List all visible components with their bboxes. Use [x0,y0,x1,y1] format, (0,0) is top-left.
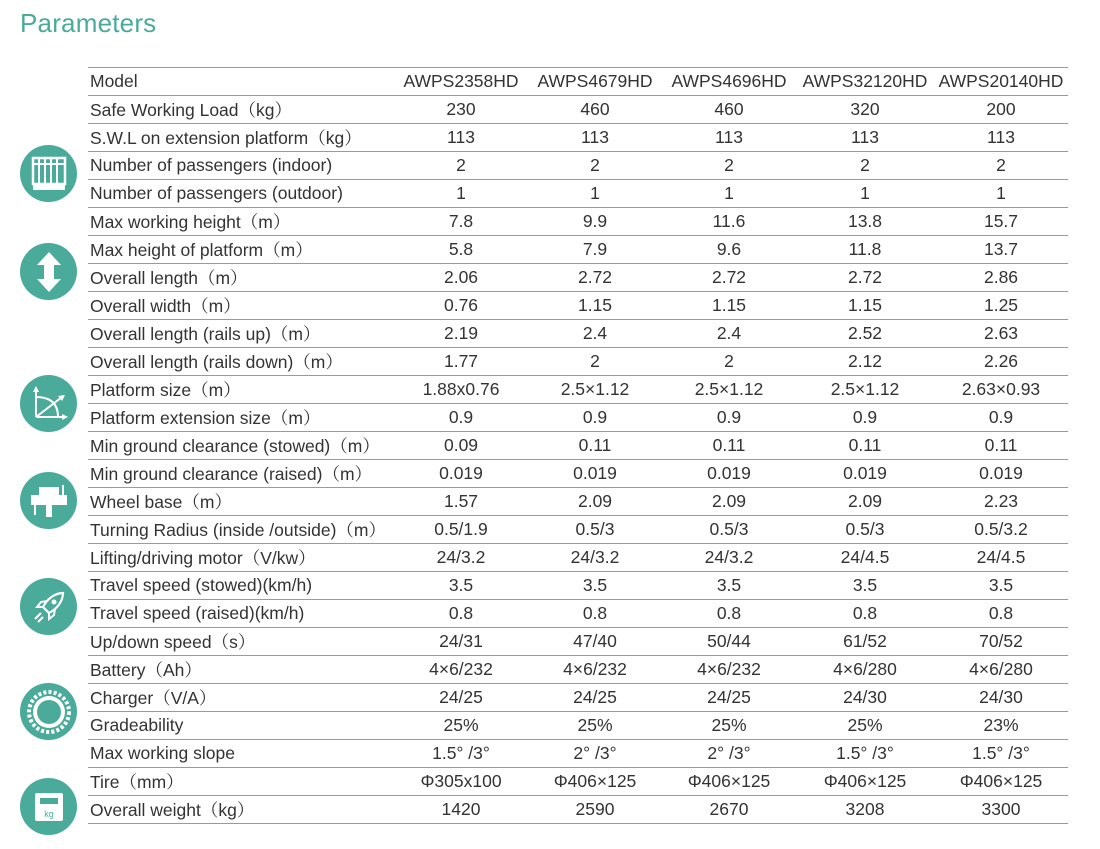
row-label: Wheel base（m） [90,492,232,512]
row-label: Lifting/driving motor（V/kw） [90,548,316,568]
row-value: 1.5° /3° [972,743,1030,763]
row-value: Φ406×125 [823,771,907,791]
clearance-icon [20,472,77,529]
weight-kg-icon [20,778,77,835]
row-value: 0.019 [707,463,751,483]
row-value: 4×6/280 [833,659,897,679]
row-value: 2.5×1.12 [560,379,630,399]
row-value: 113 [715,127,743,147]
row-value: 0.019 [439,463,483,483]
row-value: 0.019 [843,463,887,483]
table-row [88,264,1068,292]
table-row [88,796,1068,824]
row-label: Overall weight（kg） [90,800,255,820]
row-value: 1.15 [711,295,747,315]
row-value: 2.86 [983,267,1019,287]
row-value: 2 [724,155,734,175]
row-value: 1 [996,183,1006,203]
row-value: 25% [711,715,747,735]
row-value: 25% [577,715,613,735]
row-value: 0.5/3 [709,519,749,539]
row-value: 0.5/3 [575,519,615,539]
row-label: Battery（Ah） [90,660,202,680]
row-value: 15.7 [983,211,1019,231]
row-value: 11.8 [848,239,882,259]
table-row [88,600,1068,628]
row-value: 0.8 [582,603,608,623]
table-row [88,124,1068,152]
table-row [88,656,1068,684]
row-value: 50/44 [707,631,751,651]
row-value: 24/4.5 [976,547,1026,567]
row-value: 320 [850,99,880,119]
row-value: 113 [581,127,609,147]
row-value: 3208 [845,799,885,819]
row-label: Overall length (rails up)（m） [90,324,321,344]
row-value: 2.23 [983,491,1019,511]
row-label: Number of passengers (indoor) [90,155,333,175]
table-body [88,96,1068,824]
table-row [88,432,1068,460]
weight-kg-label: kg [43,808,54,819]
row-value: 0.019 [979,463,1023,483]
row-value: 61/52 [843,631,887,651]
row-value: 5.8 [448,239,474,259]
table-row [88,236,1068,264]
row-label: Charger（V/A） [90,688,217,708]
table-row [88,96,1068,124]
row-value: 1.57 [443,491,479,511]
row-label: Travel speed (stowed)(km/h) [90,575,313,595]
row-label: Min ground clearance (stowed)（m） [90,436,380,456]
row-value: 4×6/232 [429,659,493,679]
row-value: 3.5 [582,575,608,595]
row-value: 2.09 [577,491,613,511]
row-value: 4×6/232 [697,659,761,679]
row-value: 1.15 [577,295,613,315]
row-value: 230 [446,99,476,119]
row-value: 7.9 [582,239,608,259]
header-model-2: AWPS4679HD [537,71,653,91]
row-label: Number of passengers (outdoor) [90,183,343,203]
table-row [88,460,1068,488]
row-value: 2.52 [847,323,883,343]
row-value: 2.12 [847,351,883,371]
row-label: Turning Radius (inside /outside)（m） [90,520,386,540]
row-value: 7.8 [448,211,474,231]
row-value: 0.9 [988,407,1014,427]
row-value: 3.5 [852,575,878,595]
row-value: 2 [590,155,600,175]
row-value: 3300 [981,799,1021,819]
row-value: 2.09 [847,491,883,511]
row-value: 13.7 [983,239,1019,259]
row-value: 24/3.2 [570,547,620,567]
row-value: 0.11 [712,435,746,455]
row-value: 0.5/3 [845,519,885,539]
header-model-1: AWPS2358HD [403,71,519,91]
row-label: Max working height（m） [90,212,291,232]
row-value: 11.6 [712,211,746,231]
row-label: Platform size（m） [90,380,241,400]
table-row [88,152,1068,180]
row-value: 23% [983,715,1019,735]
row-label: Max height of platform（m） [90,240,313,260]
row-label: Tire（mm） [90,772,184,792]
row-value: 0.9 [582,407,608,427]
row-value: 2.06 [443,267,479,287]
header-model-label: Model [90,71,138,91]
row-value: 2.5×1.12 [830,379,900,399]
row-label: Min ground clearance (raised)（m） [90,464,373,484]
row-value: 113 [851,127,879,147]
row-value: 24/30 [979,687,1023,707]
table-row [88,180,1068,208]
row-value: 24/30 [843,687,887,707]
page-title: Parameters [20,8,157,38]
header-model-3: AWPS4696HD [671,71,787,91]
row-value: 200 [986,99,1016,119]
table-row [88,320,1068,348]
table-header [88,68,1068,96]
table-row [88,376,1068,404]
row-value: 2.72 [847,267,883,287]
dimension-axes-icon [20,375,77,432]
row-value: 4×6/280 [969,659,1033,679]
table-row [88,628,1068,656]
passenger-cage-icon [20,145,77,202]
row-value: 1 [456,183,466,203]
row-value: 460 [580,99,610,119]
row-label: Safe Working Load（kg） [90,100,293,120]
header-model-5: AWPS20140HD [938,71,1064,91]
row-value: 0.019 [573,463,617,483]
row-value: 24/3.2 [704,547,754,567]
row-value: 0.09 [443,435,479,455]
row-value: 24/25 [573,687,617,707]
row-value: 3.5 [448,575,474,595]
row-value: 4×6/232 [563,659,627,679]
row-value: 2.4 [716,323,742,343]
row-value: 0.9 [716,407,742,427]
row-value: 25% [847,715,883,735]
row-value: 0.9 [448,407,474,427]
row-value: 0.9 [852,407,878,427]
row-value: 1.77 [443,351,479,371]
row-value: 0.8 [852,603,878,623]
table-row [88,740,1068,768]
row-value: 2.72 [577,267,613,287]
row-label: Overall width（m） [90,296,241,316]
row-value: Φ406×125 [553,771,637,791]
row-value: 24/3.2 [436,547,486,567]
row-value: 24/25 [439,687,483,707]
row-value: 1.15 [847,295,883,315]
table-row [88,292,1068,320]
row-value: 1.25 [983,295,1019,315]
row-value: 2 [860,155,870,175]
row-value: 1 [724,183,734,203]
row-value: 9.9 [582,211,608,231]
table-row [88,544,1068,572]
row-value: 2.72 [711,267,747,287]
row-value: 0.5/1.9 [434,519,488,539]
row-label: Gradeability [90,715,184,735]
table-row [88,684,1068,712]
row-value: 1.5° /3° [432,743,490,763]
row-value: 113 [447,127,475,147]
table-row [88,208,1068,236]
row-value: 1.88x0.76 [422,379,500,399]
row-value: 0.8 [716,603,742,623]
row-value: 1.5° /3° [836,743,894,763]
row-value: 24/4.5 [840,547,890,567]
table-row [88,516,1068,544]
height-arrow-icon [20,243,77,300]
row-value: 0.11 [848,435,882,455]
row-value: 1 [590,183,600,203]
table-row [88,768,1068,796]
table-row [88,488,1068,516]
row-value: 13.8 [847,211,883,231]
row-value: 24/25 [707,687,751,707]
row-value: Φ406×125 [959,771,1043,791]
header-row [88,68,1068,96]
gear-icon [20,683,77,740]
row-value: 3.5 [988,575,1014,595]
table-row [88,404,1068,432]
row-value: 2.5×1.12 [694,379,764,399]
row-label: Platform extension size（m） [90,408,321,428]
row-value: 2.63×0.93 [961,379,1041,399]
row-label: Max working slope [90,743,235,763]
row-value: 47/40 [573,631,617,651]
row-label: S.W.L on extension platform（kg） [90,128,362,148]
row-value: 2° /3° [573,743,617,763]
row-value: 2 [590,351,600,371]
row-value: 0.11 [578,435,612,455]
row-value: 2.09 [711,491,747,511]
row-value: 0.8 [448,603,474,623]
row-label: Travel speed (raised)(km/h) [90,603,305,623]
row-value: 9.6 [716,239,742,259]
row-value: 0.11 [984,435,1018,455]
row-value: 2 [724,351,734,371]
table-row [88,348,1068,376]
table-row [88,712,1068,740]
row-value: 113 [987,127,1015,147]
row-value: 2670 [709,799,749,819]
parameters-table [88,67,1068,824]
row-value: 2.63 [983,323,1019,343]
row-value: 24/31 [439,631,483,651]
row-value: 25% [443,715,479,735]
parameters-table-wrap [88,67,1068,824]
row-value: 2590 [575,799,615,819]
header-model-4: AWPS32120HD [802,71,928,91]
row-label: Up/down speed（s） [90,632,256,652]
table-row [88,572,1068,600]
row-value: 2 [996,155,1006,175]
row-value: 1 [860,183,870,203]
row-value: 0.8 [988,603,1014,623]
row-value: 2.4 [582,323,608,343]
row-value: 70/52 [979,631,1023,651]
row-value: 0.76 [443,295,479,315]
row-value: Φ406×125 [687,771,771,791]
row-label: Overall length (rails down)（m） [90,352,343,372]
row-label: Overall length（m） [90,268,248,288]
row-value: 2.19 [443,323,479,343]
row-value: 3.5 [716,575,742,595]
row-value: 0.5/3.2 [974,519,1028,539]
row-value: 1420 [441,799,481,819]
row-value: 2 [456,155,466,175]
row-value: Φ305x100 [420,771,502,791]
rocket-speed-icon [20,578,77,635]
row-value: 2.26 [983,351,1019,371]
row-value: 2° /3° [707,743,751,763]
row-value: 460 [714,99,744,119]
